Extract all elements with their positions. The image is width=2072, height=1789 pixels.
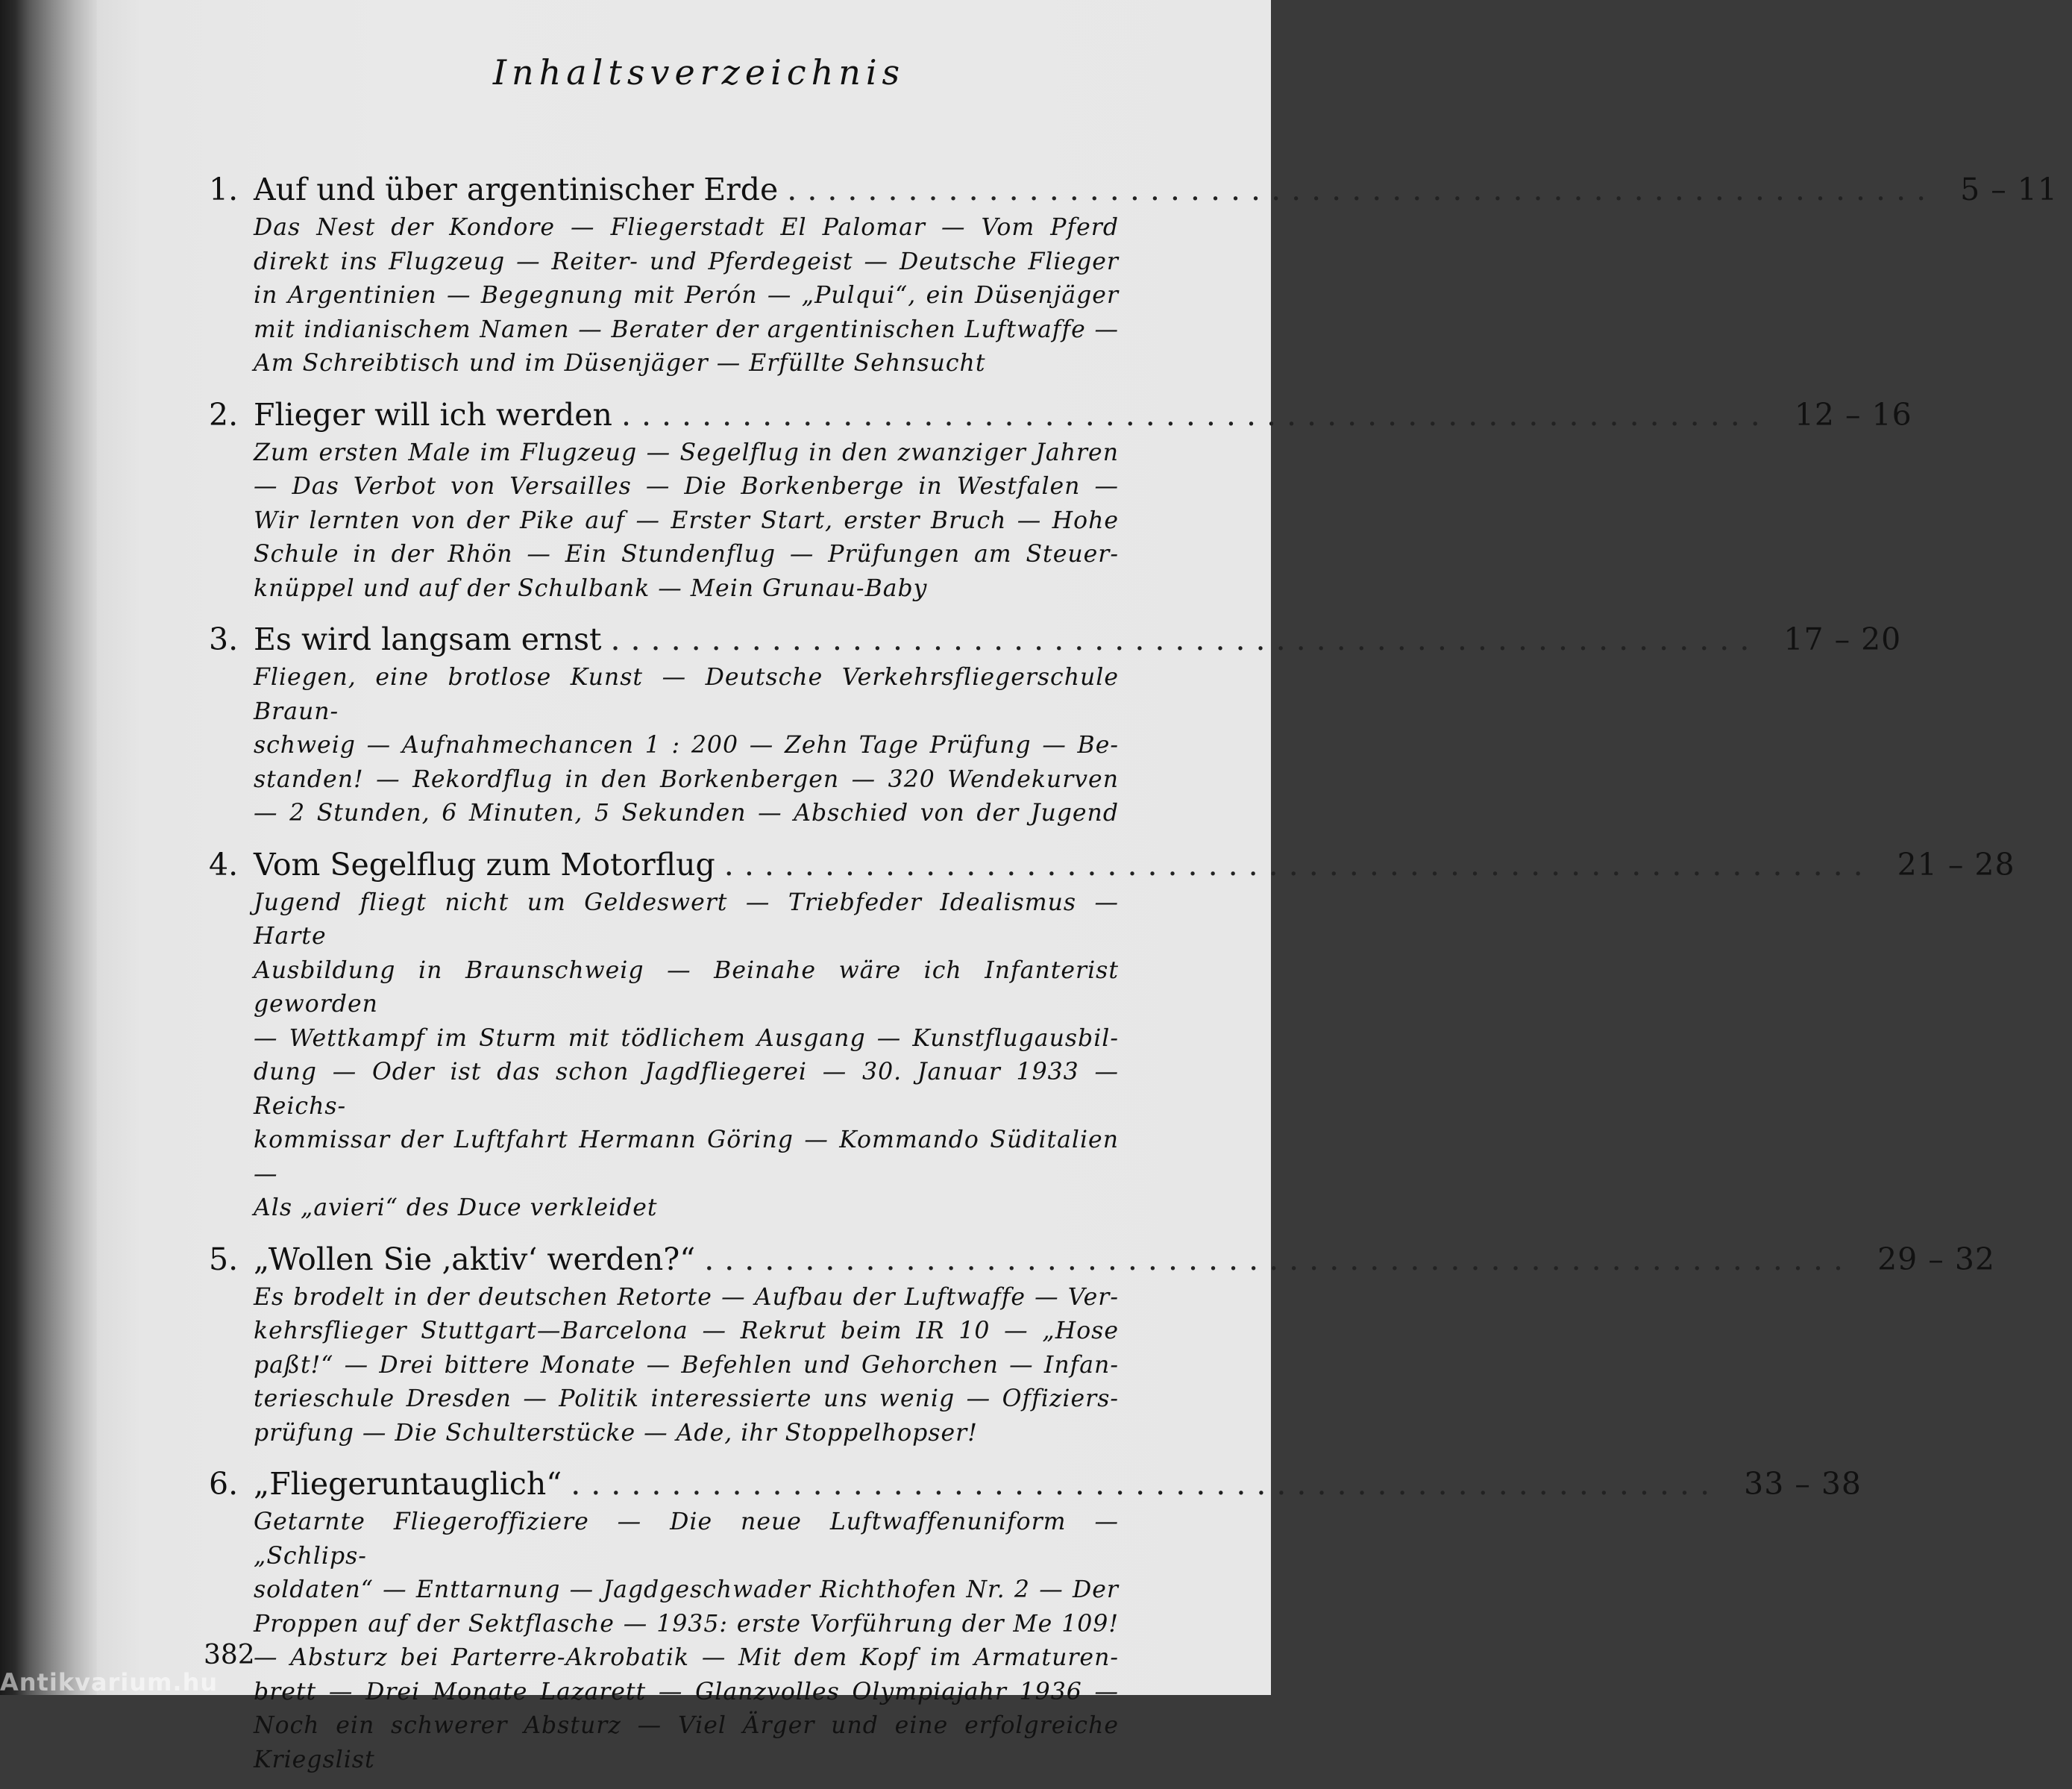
chapter-title: Es wird langsam ernst xyxy=(254,621,602,657)
chapter-heading xyxy=(209,168,2058,211)
summary-line: — 2 Stunden, 6 Minuten, 5 Sekunden — Abschied von der Jugend xyxy=(254,800,1119,827)
summary-line: — Das Verbot von Versailles — Die Borkenberge in Westfalen — xyxy=(254,473,1119,500)
leader-dots: ......................................................... xyxy=(621,396,1771,433)
chapter-summary xyxy=(254,661,1119,831)
chapter-page-range: 29 – 32 xyxy=(1877,1241,1995,1277)
summary-line: kommissar der Luftfahrt Hermann Göring — Kommando Süditalien — xyxy=(254,1127,1119,1188)
toc-chapter-3 xyxy=(209,618,1902,831)
table-of-contents xyxy=(209,168,2058,1789)
leader-dots: ......................................................... xyxy=(787,172,1937,207)
page-title: Inhaltsverzeichnis xyxy=(492,52,905,93)
summary-line: paßt!“ — Drei bittere Monate — Befehlen und Gehorchen — Infan- xyxy=(254,1351,1119,1379)
summary-line: Fliegen, eine brotlose Kunst — Deutsche Verkehrsfliegerschule Braun- xyxy=(254,664,1119,725)
chapter-number: 3. xyxy=(209,621,239,657)
chapter-title: Auf und über argentinischer Erde xyxy=(254,172,779,207)
chapter-title: Flieger will ich werden xyxy=(254,396,612,433)
chapter-page-range: 17 – 20 xyxy=(1783,621,1902,657)
toc-chapter-1 xyxy=(209,168,2058,381)
summary-line: schweig — Aufnahmechancen 1 : 200 — Zehn Tage Prüfung — Be- xyxy=(254,732,1119,759)
summary-line: mit indianischem Namen — Berater der argentinischen Luftwaffe — xyxy=(254,316,1119,343)
summary-line: in Argentinien — Begegnung mit Perón — „Pulqui“, ein Düsenjäger xyxy=(254,282,1119,309)
chapter-heading xyxy=(209,1238,1995,1281)
chapter-page-range: 5 – 11 xyxy=(1960,172,2058,207)
chapter-page-range: 12 – 16 xyxy=(1794,396,1912,433)
summary-line: Proppen auf der Sektflasche — 1935: erste Vorführung der Me 109! xyxy=(254,1610,1119,1638)
chapter-heading xyxy=(209,843,2015,886)
summary-line: dung — Oder ist das schon Jagdfliegerei — 30. Januar 1933 — Reichs- xyxy=(254,1059,1119,1120)
summary-line: prüfung — Die Schulterstücke — Ade, ihr Stoppelhopser! xyxy=(254,1419,978,1447)
chapter-title: „Wollen Sie ‚aktiv‘ werden?“ xyxy=(254,1241,696,1277)
summary-line: Als „avieri“ des Duce verkleidet xyxy=(254,1194,658,1221)
toc-chapter-6 xyxy=(209,1462,1862,1777)
toc-chapter-2 xyxy=(209,393,1912,607)
toc-chapter-5 xyxy=(209,1238,1995,1451)
chapter-title: „Fliegeruntauglich“ xyxy=(254,1466,562,1502)
summary-line: Noch ein schwerer Absturz — Viel Ärger und eine erfolgreiche Kriegslist xyxy=(254,1712,1119,1773)
summary-line: standen! — Rekordflug in den Borkenbergen — 320 Wendekurven xyxy=(254,765,1119,793)
chapter-summary xyxy=(254,886,1119,1226)
chapter-summary xyxy=(254,436,1119,607)
leader-dots: ......................................................... xyxy=(610,621,1760,657)
chapter-number: 4. xyxy=(209,846,239,883)
chapter-title: Vom Segelflug zum Motorflug xyxy=(254,846,715,883)
summary-line: Schule in der Rhön — Ein Stundenflug — Prüfungen am Steuer- xyxy=(254,541,1119,568)
chapter-number: 5. xyxy=(209,1241,239,1277)
summary-line: terieschule Dresden — Politik interessierte uns wenig — Offiziers- xyxy=(254,1385,1119,1412)
book-page xyxy=(97,0,2058,1773)
summary-line: soldaten“ — Enttarnung — Jagdgeschwader Richthofen Nr. 2 — Der xyxy=(254,1576,1119,1603)
summary-line: knüppel und auf der Schulbank — Mein Grunau-Baby xyxy=(254,574,928,602)
chapter-page-range: 33 – 38 xyxy=(1744,1466,1862,1502)
chapter-heading xyxy=(209,393,1912,436)
summary-line: Das Nest der Kondore — Fliegerstadt El Palomar — Vom Pferd xyxy=(254,214,1119,241)
leader-dots: ......................................................... xyxy=(571,1466,1721,1502)
leader-dots: ......................................................... xyxy=(723,846,1874,883)
chapter-page-range: 21 – 28 xyxy=(1897,846,2015,883)
summary-line: Am Schreibtisch und im Düsenjäger — Erfüllte Sehnsucht xyxy=(254,350,986,377)
summary-line: kehrsflieger Stuttgart—Barcelona — Rekrut beim IR 10 — „Hose xyxy=(254,1318,1119,1344)
summary-line: direkt ins Flugzeug — Reiter- und Pferdegeist — Deutsche Flieger xyxy=(254,248,1119,275)
summary-line: — Absturz bei Parterre-Akrobatik — Mit dem Kopf im Armaturen- xyxy=(254,1644,1119,1671)
chapter-heading xyxy=(209,1462,1862,1506)
chapter-summary xyxy=(254,1281,1119,1451)
watermark: Antikvarium.hu xyxy=(0,1668,219,1696)
summary-line: Getarnte Fliegeroffiziere — Die neue Luftwaffenuniform — „Schlips- xyxy=(254,1508,1119,1570)
summary-line: Jugend fliegt nicht um Geldeswert — Triebfeder Idealismus — Harte xyxy=(254,889,1119,950)
summary-line: Ausbildung in Braunschweig — Beinahe wäre ich Infanterist geworden xyxy=(254,956,1119,1018)
page-number: 382 xyxy=(204,1640,255,1670)
chapter-summary xyxy=(254,211,1119,381)
chapter-number: 1. xyxy=(209,172,239,207)
chapter-summary xyxy=(254,1506,1119,1777)
chapter-heading xyxy=(209,618,1902,661)
summary-line: brett — Drei Monate Lazarett — Glanzvolles Olympiajahr 1936 — xyxy=(254,1678,1119,1705)
summary-line: Es brodelt in der deutschen Retorte — Aufbau der Luftwaffe — Ver- xyxy=(254,1283,1119,1311)
summary-line: — Wettkampf im Sturm mit tödlichem Ausgang — Kunstflugausbil- xyxy=(254,1024,1119,1052)
chapter-number: 6. xyxy=(209,1466,239,1502)
summary-line: Zum ersten Male im Flugzeug — Segelflug in den zwanziger Jahren xyxy=(254,439,1119,466)
toc-chapter-4 xyxy=(209,843,2015,1226)
summary-line: Wir lernten von der Pike auf — Erster Start, erster Bruch — Hohe xyxy=(254,507,1119,534)
leader-dots: ......................................................... xyxy=(704,1241,1854,1277)
book-spine xyxy=(0,0,97,1695)
chapter-number: 2. xyxy=(209,396,239,433)
